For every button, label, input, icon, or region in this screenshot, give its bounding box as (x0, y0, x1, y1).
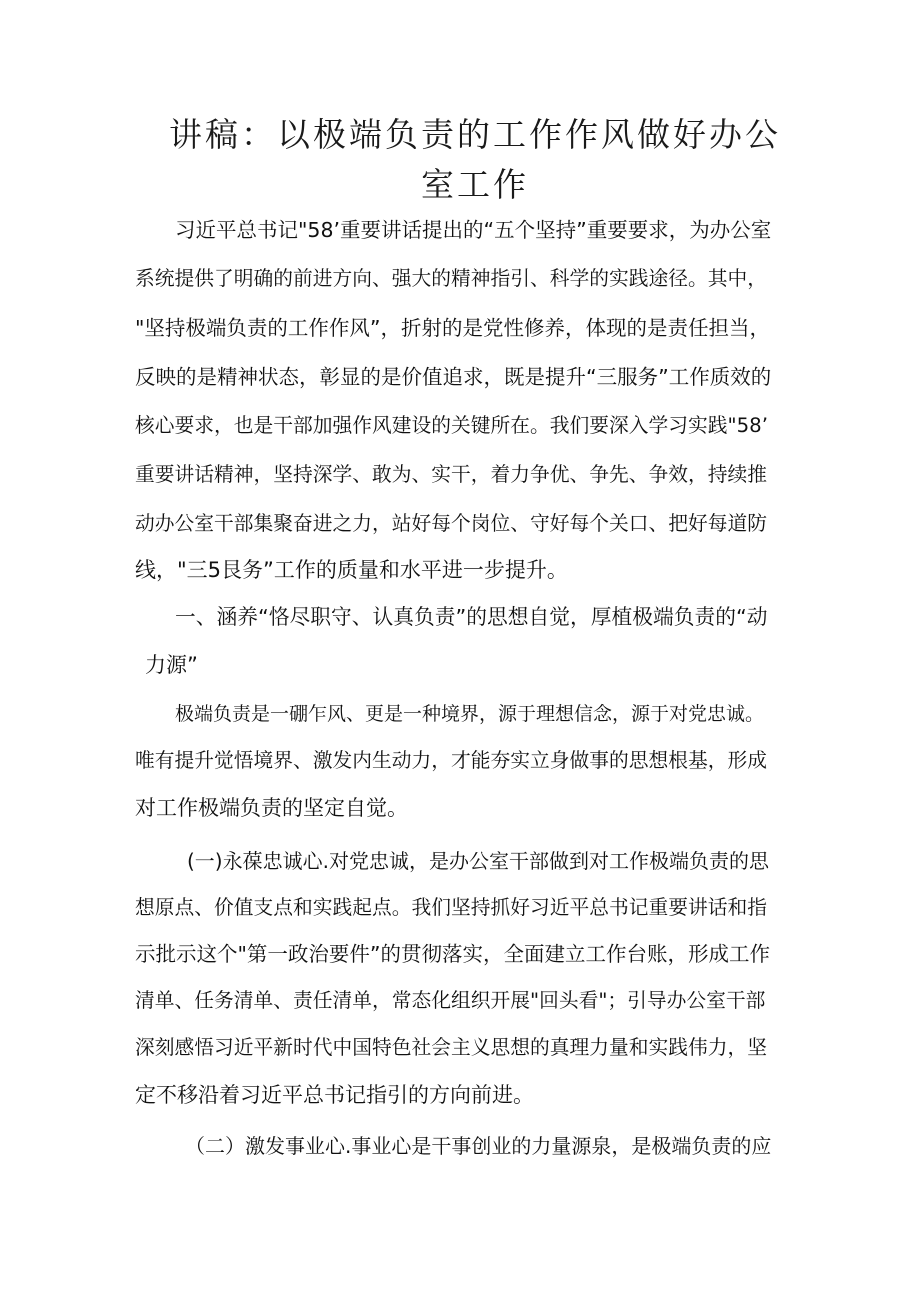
section-1-heading-line-2: 力源” (145, 653, 198, 677)
paragraph-2-line-1: 极端负责是一硼乍风、更是一种境界，源于理想信念，源于对党忠诚。 (175, 703, 765, 725)
paragraph-3-line-3: 示批示这个"第一政治要件”的贯彻落实，全面建立工作台账，形成工作 (135, 942, 771, 966)
paragraph-1-line-4: 反映的是精神状态，彰显的是价值追求，既是提升“三服务”工作质效的 (135, 365, 772, 389)
paragraph-1-line-1: 习近平总书记"58’重要讲话提出的“五个坚持”重要要求，为办公室 (175, 218, 772, 242)
paragraph-3-line-6: 定不移沿着习近平总书记指引的方向前进。 (135, 1083, 534, 1107)
title-line-1: 讲稿：以极端负责的工作作风做好办公 (169, 115, 781, 154)
document-title (130, 110, 820, 210)
paragraph-3-line-5: 深刻感悟习近平新时代中国特色社会主义思想的真理力量和实践伟力，坚 (135, 1036, 768, 1059)
paragraph-1-line-7: 动办公室干部集聚奋进之力，站好每个岗位、守好每个关口、把好每道防 (135, 512, 768, 535)
paragraph-4-line-1: （二）激发事业心.事业心是干事创业的力量源泉，是极端负责的应 (185, 1134, 772, 1158)
paragraph-1-line-8: 线，"三5艮务”工作的质量和水平进一步提升。 (135, 558, 568, 582)
paragraph-1-line-5: 核心要求，也是干部加强作风建设的关键所在。我们要深入学习实践"58’ (135, 414, 768, 437)
paragraph-2-line-3: 对工作极端负责的坚定自觉。 (135, 796, 408, 820)
paragraph-3-line-2: 想原点、价值支点和实践起点。我们坚持抓好习近平总书记重要讲话和指 (135, 896, 768, 919)
paragraph-1-line-3: "坚持极端负责的工作作风”，折射的是党性修养，体现的是责任担当， (135, 316, 771, 340)
paragraph-1-line-2: 系统提供了明确的前进方向、强大的精神指引、科学的实践途径。其中， (135, 267, 768, 290)
paragraph-2-line-2: 唯有提升觉悟境界、激发内生动力，才能夯实立身做事的思想根基，形成 (135, 749, 768, 772)
paragraph-3-line-4: 清单、任务清单、责任清单，常态化组织开展"回头看"；引导办公室干部 (135, 989, 766, 1012)
section-1-heading-line-1: 一、涵养“恪尽职守、认真负责”的思想自觉，厚植极端负责的“动 (175, 605, 768, 629)
title-line-2: 室工作 (421, 165, 529, 204)
paragraph-1-line-6: 重要讲话精神，坚持深学、敢为、实干，着力争优、争先、争效，持续推 (135, 463, 768, 486)
paragraph-3-line-1: (一)永葆忠诚心.对党忠诚，是办公室干部做到对工作极端负责的思 (187, 849, 769, 873)
